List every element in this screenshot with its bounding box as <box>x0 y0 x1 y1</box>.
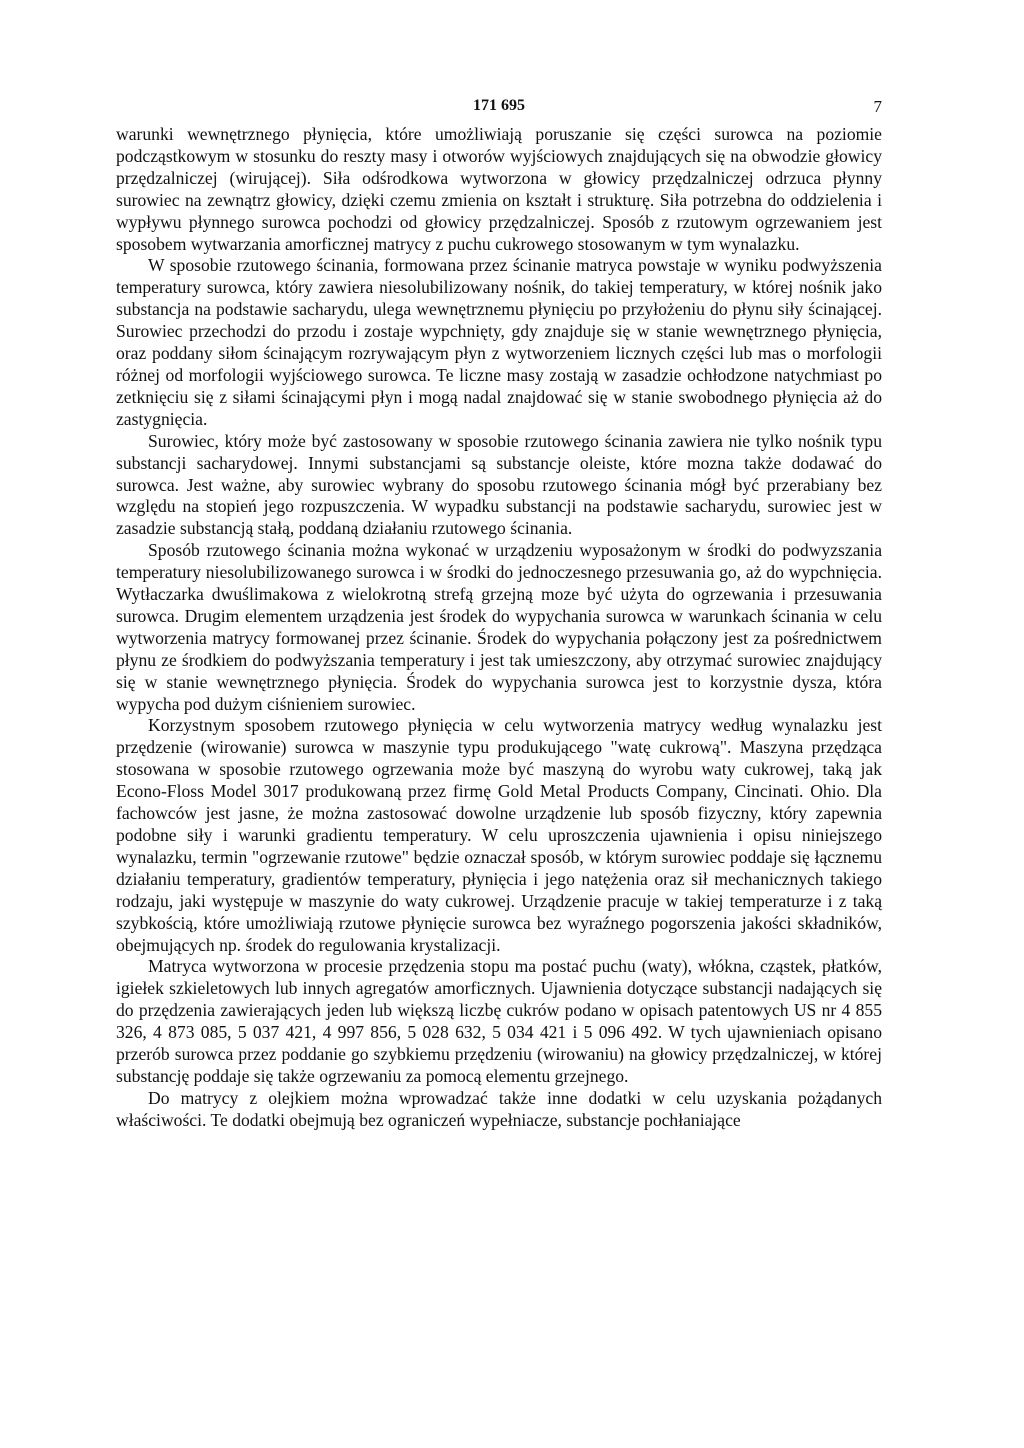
paragraph-6: Matryca wytworzona w procesie przędzenia stopu ma postać puchu (waty), włókna, cząstek, płatków, igiełek szkieletowych lub innych agregatów amorficznych. Ujawnienia dotyczące substancji nadających się do przędzenia zawierających jeden lub większą liczbę cukrów podano w opisach patentowych US nr 4 855 326, 4 873 085, 5 037 421, 4 997 856, 5 028 632, 5 034 421 i 5 096 492. W tych ujawnieniach opisano przerób surowca przez poddanie go szybkiemu przędzeniu (wirowaniu) na głowicy przędzalniczej, w której substancję poddaje się także ogrzewaniu za pomocą elementu grzejnego. <box>116 956 882 1086</box>
paragraph-1: warunki wewnętrznego płynięcia, które umożliwiają poruszanie się części surowca na poziomie podcząstkowym w stosunku do reszty masy i otworów wyjściowych znajdujących się na obwodzie głowicy przędzalniczej (wirującej). Siła odśrodkowa wytworzona w głowicy przędzalniczej odrzuca płynny surowiec na zewnątrz głowicy, dzięki czemu zmienia on kształt i strukturę. Siła potrzebna do oddzielenia i wypływu płynnego surowca pochodzi od głowicy przędzalniczej. Sposób z rzutowym ogrzewaniem jest sposobem wytwarzania amorficznej matrycy z puchu cukrowego stosowanym w tym wynalazku. <box>116 124 882 254</box>
paragraph-3: Surowiec, który może być zastosowany w sposobie rzutowego ścinania zawiera nie tylko nośnik typu substancji sacharydowej. Innymi substancjami są substancje oleiste, które mozna także dodawać do surowca. Jest ważne, aby surowiec wybrany do sposobu rzutowego ścinania mógł być przerabiany bez względu na stopień jego rozpuszczenia. W wypadku substancji na podstawie sacharydu, surowiec jest w zasadzie substancją stałą, poddaną działaniu rzutowego ścinania. <box>116 430 882 539</box>
page-number: 7 <box>873 97 882 116</box>
document-number: 171 695 <box>473 97 525 114</box>
document-body <box>116 124 882 1132</box>
paragraph-7: Do matrycy z olejkiem można wprowadzać także inne dodatki w celu uzyskania pożądanych właściwości. Te dodatki obejmują bez ograniczeń wypełniacze, substancje pochłaniające <box>116 1087 882 1130</box>
paragraph-4: Sposób rzutowego ścinania można wykonać w urządzeniu wyposażonym w środki do podwyzszania temperatury niesolubilizowanego surowca i w środki do jednoczesnego przesuwania go, aż do wypchnięcia. Wytłaczarka dwuślimakowa z wielokrotną strefą grzejną moze być użyta do ogrzewania i przesuwania surowca. Drugim elementem urządzenia jest środek do wypychania surowca w warunkach ścinania w celu wytworzenia matrycy formowanej przez ścinanie. Środek do wypychania połączony jest za pośrednictwem płynu ze środkiem do podwyższania temperatury i jest tak umieszczony, aby otrzymać surowiec znajdujący się w stanie wewnętrznego płynięcia. Środek do wypychania surowca jest to korzystnie dysza, która wypycha pod dużym ciśnieniem surowiec. <box>116 540 882 714</box>
page-header <box>116 97 882 119</box>
paragraph-5: Korzystnym sposobem rzutowego płynięcia w celu wytworzenia matrycy według wynalazku jest przędzenie (wirowanie) surowca w maszynie typu produkującego "watę cukrową". Maszyna przędząca stosowana w sposobie rzutowego ogrzewania może być maszyną do wyrobu waty cukrowej, taką jak Econo-Floss Model 3017 produkowaną przez firmę Gold Metal Products Company, Cincinati. Ohio. Dla fachowców jest jasne, że można zastosować dowolne urządzenie lub sposób fizyczny, który zapewnia podobne siły i warunki gradientu temperatury. W celu uproszczenia ujawnienia i opisu niniejszego wynalazku, termin "ogrzewanie rzutowe" będzie oznaczał sposób, w którym surowiec poddaje się łącznemu działaniu temperatury, gradientów temperatury, płynięcia i jego natężenia oraz sił mechanicznych takiego rodzaju, jaki występuje w maszynie do waty cukrowej. Urządzenie pracuje w takiej temperaturze i z taką szybkością, które umożliwiają rzutowe płynięcie surowca bez wyraźnego pogorszenia jakości składników, obejmujących np. środek do regulowania krystalizacji. <box>116 715 882 955</box>
paragraph-2: W sposobie rzutowego ścinania, formowana przez ścinanie matryca powstaje w wyniku podwyższenia temperatury surowca, który zawiera niesolubilizowany nośnik, do takiej temperatury, w której nośnik jako substancja na podstawie sacharydu, ulega wewnętrznemu płynięciu po przyłożeniu do płynu siły ścinającej. Surowiec przechodzi do przodu i zostaje wypchnięty, gdy znajduje się w stanie wewnętrznego płynięcia, oraz poddany siłom ścinającym rozrywającym płyn z wytworzeniem licznych części lub mas o morfologii różnej od morfologii wyjściowego surowca. Te liczne masy zostają w zasadzie ochłodzone natychmiast po zetknięciu się z siłami ścinającymi płyn i mogą nadal znajdować się w stanie swobodnego płynięcia aż do zastygnięcia. <box>116 255 882 429</box>
